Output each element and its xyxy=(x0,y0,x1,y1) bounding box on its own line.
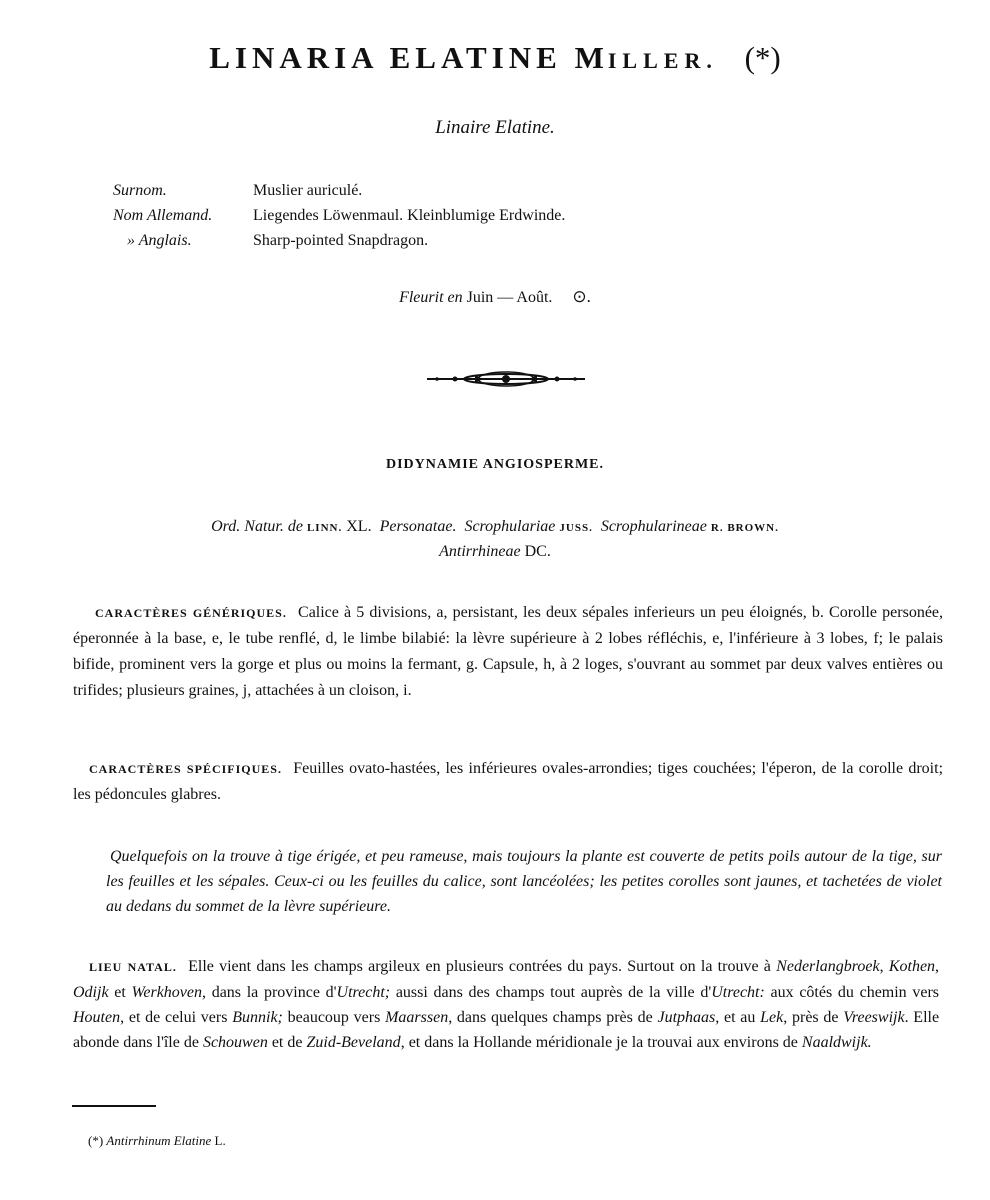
section-heading: CARACTÈRES GÉNÉRIQUES. xyxy=(95,606,287,620)
footnote-synonym: Antirrhinum Elatine xyxy=(106,1133,212,1148)
footnote-marker: (*) xyxy=(88,1133,104,1148)
place-name: Utrecht; xyxy=(336,984,391,1001)
section-heading: CARACTÈRES SPÉCIFIQUES. xyxy=(89,762,282,776)
order-authority: LINN. xyxy=(306,522,343,534)
habitat-text: beaucoup vers xyxy=(287,1009,381,1026)
footnote-divider xyxy=(72,1105,156,1107)
place-name: Utrecht: xyxy=(711,984,765,1001)
flowering-label: Fleurit en xyxy=(399,289,463,306)
section-text: Calice à 5 divisions, a, persistant, les deux sépales inferieurs un peu éloignés, b. Corolle personée, éperonnée à la base, e, le tube renflé, d, le limbe bilabié: la lèvre supérieure à 2 lobes réfléchis, e, l'inférieure à 3 lobes, f; le palais bifide, prominent vers la gorge et plus ou moins la fermant, g. Capsule, h, à 2 loges, s'ouvrant au sommet par deux valves entières ou trifides; plusieurs graines, j, attachées à un cloison, i. xyxy=(73,604,944,699)
title-footnote-marker: (*) xyxy=(744,40,781,75)
habitat-text: , et au xyxy=(715,1009,756,1026)
order-authority: DC. xyxy=(524,543,551,560)
habitat-text: Elle vient dans les champs argileux en plusieurs contrées du pays. Surtout on la trouve à xyxy=(188,958,771,975)
generic-characters xyxy=(73,600,943,704)
habitat-paragraph: LIEU NATAL. Elle vient dans les champs argileux en plusieurs contrées du pays. Surtout on la trouve à Nederlangbroek, Kothen, Odijk et Werkhoven, dans la province d'Utrecht; aussi dans des champs tout auprès de la ville d'Utrecht: aux côtés du chemin vers Houten, et de celui vers Bunnik; beaucoup vers Maarssen, dans quelques champs près de Jutphaas, et au Lek, près de Vreeswijk. Elle abonde dans l'île de Schouwen et de Zuid-Beveland, et dans la Hollande méridionale je la trouvai aux environs de Naaldwijk. xyxy=(73,958,940,1051)
habitat-text: et xyxy=(114,984,126,1001)
annual-symbol: ⊙. xyxy=(572,287,591,306)
place-name: Zuid-Beveland xyxy=(306,1034,401,1051)
specific-characters xyxy=(73,756,943,808)
order-authority: R. BROWN. xyxy=(710,522,779,534)
footnote xyxy=(88,1133,226,1149)
order-number: XL. xyxy=(346,518,372,535)
habitat-text: , dans quelques champs près de xyxy=(448,1009,653,1026)
order-name: Scrophularineae xyxy=(600,518,707,535)
flowering-months: Juin — Août. xyxy=(466,289,553,306)
page-title xyxy=(0,40,990,76)
place-name: Odijk xyxy=(73,984,109,1001)
order-name: Personatae. xyxy=(379,518,457,535)
common-name-label: Surnom. xyxy=(113,182,167,199)
flowering-period xyxy=(0,287,990,307)
habitat-text: aussi dans des champs tout auprès de la ville d' xyxy=(395,984,712,1001)
place-name: Bunnik; xyxy=(232,1009,283,1026)
place-name: Vreeswijk xyxy=(843,1009,905,1026)
french-name: Linaire Elatine. xyxy=(435,117,555,138)
order-name: Scrophulariae xyxy=(464,518,556,535)
author-initial: M xyxy=(574,40,608,75)
footnote-author: L. xyxy=(214,1133,226,1148)
habitat-text: , et de celui vers xyxy=(120,1009,228,1026)
place-name: Maarssen xyxy=(385,1009,449,1026)
habitat-text: , et dans la Hollande méridionale je la trouvai aux environs de xyxy=(400,1034,798,1051)
remark-paragraph: Quelquefois on la trouve à tige érigée, et peu rameuse, mais toujours la plante est couverte de petits poils autour de la tige, sur les feuilles et les sépales. Ceux-ci ou les feuilles du calice, sont lancéolées; les petites corolles sont jaunes, et tachetées de violet au dedans du sommet de la lèvre supérieure. xyxy=(106,848,942,915)
order-name: Antirrhineae xyxy=(439,543,521,560)
common-name-label: » Anglais. xyxy=(127,232,192,249)
ornament-divider-icon xyxy=(425,370,587,388)
order-label: Ord. Natur. de xyxy=(211,518,303,535)
place-name: Houten xyxy=(73,1009,121,1026)
habitat-text: aux côtés du chemin vers xyxy=(770,984,940,1001)
common-name-value: Sharp-pointed Snapdragon. xyxy=(253,232,429,249)
common-name-label: Nom Allemand. xyxy=(113,207,213,224)
order-authority: JUSS. xyxy=(559,522,593,534)
section-heading: LIEU NATAL. xyxy=(89,960,177,974)
species-name: LINARIA ELATINE xyxy=(209,40,562,75)
author-name: ILLER. xyxy=(607,48,718,73)
common-name-value: Muslier auriculé. xyxy=(253,182,363,199)
place-name: Lek xyxy=(760,1009,784,1026)
common-name-value: Liegendes Löwenmaul. Kleinblumige Erdwinde. xyxy=(253,207,566,224)
place-name: Kothen xyxy=(888,958,936,975)
habitat-text: , dans la province d' xyxy=(202,984,337,1001)
place-name: Schouwen xyxy=(202,1034,268,1051)
place-name: Jutphaas xyxy=(657,1009,716,1026)
section-text: Feuilles ovato-hastées, les inférieures ovales-arrondies; tiges couchées; l'éperon, de la corolle droit; les pédoncules glabres. xyxy=(73,760,944,803)
habitat-text: et de xyxy=(271,1034,303,1051)
natural-order xyxy=(0,515,990,564)
place-name: Werkhoven xyxy=(131,984,202,1001)
linnaean-class: DIDYNAMIE ANGIOSPERME. xyxy=(385,457,604,472)
place-name: Nederlangbroek xyxy=(776,958,880,975)
habitat-text: . Elle abonde dans l'île de xyxy=(73,1009,940,1051)
habitat-text: , près de xyxy=(783,1009,839,1026)
place-name: Naaldwijk. xyxy=(801,1034,872,1051)
